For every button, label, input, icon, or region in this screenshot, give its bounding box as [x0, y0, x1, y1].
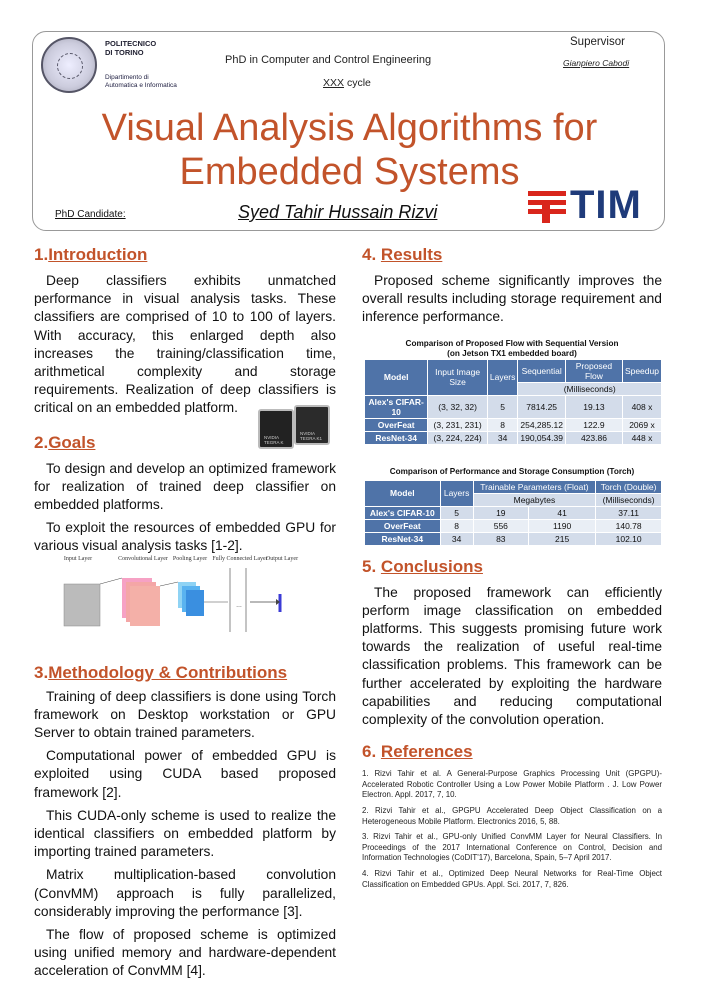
t1-r1-model: Alex's CIFAR-10 [365, 395, 428, 418]
goals-paragraph-2: To exploit the resources of embedded GPU for various visual analysis tasks [1-2]. [34, 520, 336, 554]
department-line1: Dipartimento di [105, 74, 149, 81]
cnn-input-layer [64, 584, 100, 626]
table-cell: 1190 [529, 519, 596, 532]
phd-program: PhD in Computer and Control Engineering [225, 54, 432, 66]
department-line2: Automatica e Informatica [105, 82, 177, 89]
table-cell: 215 [529, 532, 596, 545]
t2-r2-model: OverFeat [365, 519, 441, 532]
references-heading [362, 741, 662, 763]
table-cell: (3, 231, 231) [428, 418, 488, 431]
right-column [362, 244, 662, 895]
table1-caption [362, 339, 662, 359]
cnn-architecture-diagram [60, 552, 310, 634]
t2-r3-model: ResNet-34 [365, 532, 441, 545]
reference-item: 4. Rizvi Tahir et al., Optimized Deep Neural Networks for Real-Time Object Classification on Embedded GPUs. Appl. Sci. 2017, 7, 826. [362, 868, 662, 889]
t1-header-proposed: Proposed Flow [565, 359, 622, 382]
goals-heading-text: Goals [48, 432, 96, 452]
goals-heading-number: 2. [34, 432, 49, 452]
supervisor-name: Gianpiero Cabodi [563, 58, 630, 68]
t2-header-params: Trainable Parameters (Float) [473, 480, 596, 493]
university-name-line1: POLITECNICO [105, 39, 157, 48]
table-cell: (3, 224, 224) [428, 431, 488, 444]
table-cell: 41 [529, 506, 596, 519]
table-cell: (3, 32, 32) [428, 395, 488, 418]
poster-title [33, 106, 666, 194]
tim-logo [528, 183, 653, 227]
conclusions-heading-number: 5. [362, 556, 377, 576]
t1-header-speedup: Speedup [622, 359, 661, 382]
table-cell: 7814.25 [518, 395, 566, 418]
t1-unit: (Milliseconds) [518, 382, 662, 395]
t2-header-model: Model [365, 480, 441, 506]
introduction-heading-text: Introduction [48, 245, 148, 264]
table-cell: 102.10 [596, 532, 662, 545]
table-cell: 122.9 [565, 418, 622, 431]
title-line2: Embedded Systems [179, 151, 520, 193]
t2-r1-model: Alex's CIFAR-10 [365, 506, 441, 519]
table-cell: 34 [487, 431, 518, 444]
table-cell: 37.11 [596, 506, 662, 519]
t1-r2-model: OverFeat [365, 418, 428, 431]
cnn-label-output: Output Layer [265, 556, 299, 562]
table2-caption: Comparison of Performance and Storage Consumption (Torch) [389, 466, 635, 476]
introduction-text: Deep classifiers exhibits unmatched performance in visual analysis tasks. These classifiers are comprised of 10 to 100 of layers. With accuracy, this enlarged depth also increases the training/classification time, arithmetical complexity and storage requirements. Realization of deep classifiers is critical on an embedded platform. [34, 273, 336, 416]
methodology-paragraph-5: The flow of proposed scheme is optimized using unified memory and hardware-dependent acceleration of ConvMM [4]. [34, 927, 336, 979]
t2-unit-ms: (Milliseconds) [596, 493, 662, 506]
tim-mark-icon [528, 191, 566, 223]
table-cell: 34 [440, 532, 473, 545]
methodology-paragraph-3: This CUDA-only scheme is used to realize the identical classifiers on embedded platform by importing trained parameters. [34, 807, 336, 860]
nvidia-chip-icon [258, 409, 294, 449]
poster-header [32, 31, 665, 231]
conclusions-heading [362, 556, 662, 578]
nvidia-chips-image [258, 405, 332, 449]
methodology-paragraph-2: Computational power of embedded GPU is exploited using CUDA based proposed framework [2]. [34, 748, 336, 800]
t1-r3-model: ResNet-34 [365, 431, 428, 444]
table-cell: 8 [487, 418, 518, 431]
reference-item: 2. Rizvi Tahir et al., GPGPU Accelerated Deep Object Classification on a Heterogeneous Mobile Platform. Electronics 2016, 5, 88. [362, 806, 662, 826]
table-cell: 408 x [622, 395, 661, 418]
goals-paragraph-1: To design and develop an optimized framework for realization of trained deep classifier on embedded platforms. [34, 460, 336, 513]
table-cell: 140.78 [596, 519, 662, 532]
cnn-conv-map-3 [130, 586, 160, 626]
t1-header-input: Input Image Size [428, 359, 488, 395]
nvidia-tegra-chip-label: NVIDIA TEGRA K1 [300, 431, 323, 441]
conclusions-heading-text: Conclusions [380, 556, 483, 576]
results-table-1 [364, 359, 662, 445]
table1-caption-line1: Comparison of Proposed Flow with Sequential Version [405, 338, 619, 348]
results-heading-number: 4. [362, 245, 377, 264]
table-cell: 190,054.39 [518, 431, 566, 444]
introduction-heading [34, 244, 336, 266]
methodology-paragraph-1: Training of deep classifiers is done using Torch framework on Desktop workstation or GPU Server to obtain trained parameters. [34, 688, 336, 741]
results-heading-text: Results [380, 245, 443, 264]
results-heading [362, 244, 662, 266]
department-name [105, 74, 177, 90]
cnn-label-fc: Fully Connected Layer [212, 556, 268, 562]
reference-item: 1. Rizvi Tahir et al. A General-Purpose Graphics Processing Unit (GPGPU)-Accelerated Robotic Controller Using a Low Power Mobile Platform . J. Low Power Electron. Appl. 2017, 7, 10. [362, 769, 662, 800]
table-cell: 2069 x [622, 418, 661, 431]
methodology-paragraph-4: Matrix multiplication-based convolution (ConvMM) approach is fully parallelized, considerably improving the performance [3]. [34, 867, 336, 919]
t2-header-layers: Layers [440, 480, 473, 506]
t1-header-model: Model [365, 359, 428, 395]
reference-item: 3. Rizvi Tahir et al., GPU-only Unified ConvMM Layer for Neural Classifiers. In Proceedings of the 2017 International Conference on Control, Decision and Information Technologies (CoDIT'17), Barcelona, Spain, 5–7 April 2017. [362, 832, 662, 863]
table-cell: 19 [473, 506, 528, 519]
table-cell: 19.13 [565, 395, 622, 418]
table-cell: 83 [473, 532, 528, 545]
t1-header-sequential: Sequential [518, 359, 566, 382]
references-list [362, 769, 662, 890]
methodology-heading-text: Methodology & Contributions [48, 662, 288, 682]
university-name [105, 39, 156, 57]
cycle-number: XXX [323, 77, 345, 89]
university-name-line2: DI TORINO [105, 48, 144, 57]
methodology-heading [34, 662, 336, 684]
cycle-label [323, 77, 371, 89]
table-cell: 8 [440, 519, 473, 532]
supervisor-label: Supervisor [570, 36, 625, 48]
cnn-ellipsis: … [236, 603, 242, 609]
t1-header-layers: Layers [487, 359, 518, 395]
cnn-label-input: Input Layer [63, 556, 93, 562]
references-heading-number: 6. [362, 742, 377, 762]
cnn-label-conv: Convolutional Layer [118, 556, 168, 562]
cycle-word: cycle [346, 77, 371, 89]
nvidia-chip-label: NVIDIA TEGRA K [264, 435, 284, 445]
cnn-connector-1 [100, 578, 122, 584]
table1-caption-line2: (on Jetson TX1 embedded board) [447, 348, 577, 358]
table-cell: 254,285.12 [518, 418, 566, 431]
results-text: Proposed scheme significantly improves the overall results including storage requirement and inference performance. [362, 273, 662, 325]
table-cell: 5 [440, 506, 473, 519]
table-cell: 5 [487, 395, 518, 418]
candidate-label: PhD Candidate: [55, 209, 126, 220]
results-table-2 [364, 480, 662, 546]
conclusions-text: The proposed framework can efficiently perform image classification on embedded platforms. This suggests promising future work towards the realization of useful real-time classification problems. This framework can be further accelerated by exploiting the hardware capabilities and reducing computational complexity of the convolution operation. [362, 584, 662, 728]
title-line1: Visual Analysis Algorithms for [101, 107, 598, 149]
table-cell: 423.86 [565, 431, 622, 444]
university-seal-logo [41, 37, 97, 93]
nvidia-tegra-chip-icon [294, 405, 330, 445]
table-cell: 448 x [622, 431, 661, 444]
introduction-heading-number: 1. [34, 245, 49, 264]
t2-unit-mb: Megabytes [473, 493, 596, 506]
t2-header-torch: Torch (Double) [596, 480, 662, 493]
tim-logo-text: TIM [570, 183, 642, 227]
methodology-heading-number: 3. [34, 662, 49, 682]
candidate-name: Syed Tahir Hussain Rizvi [238, 202, 438, 222]
cnn-pool-map-3 [186, 590, 204, 616]
table-cell: 556 [473, 519, 528, 532]
cnn-connector-2 [160, 582, 178, 586]
references-heading-text: References [380, 742, 473, 762]
cnn-label-pool: Pooling Layer [172, 556, 208, 562]
